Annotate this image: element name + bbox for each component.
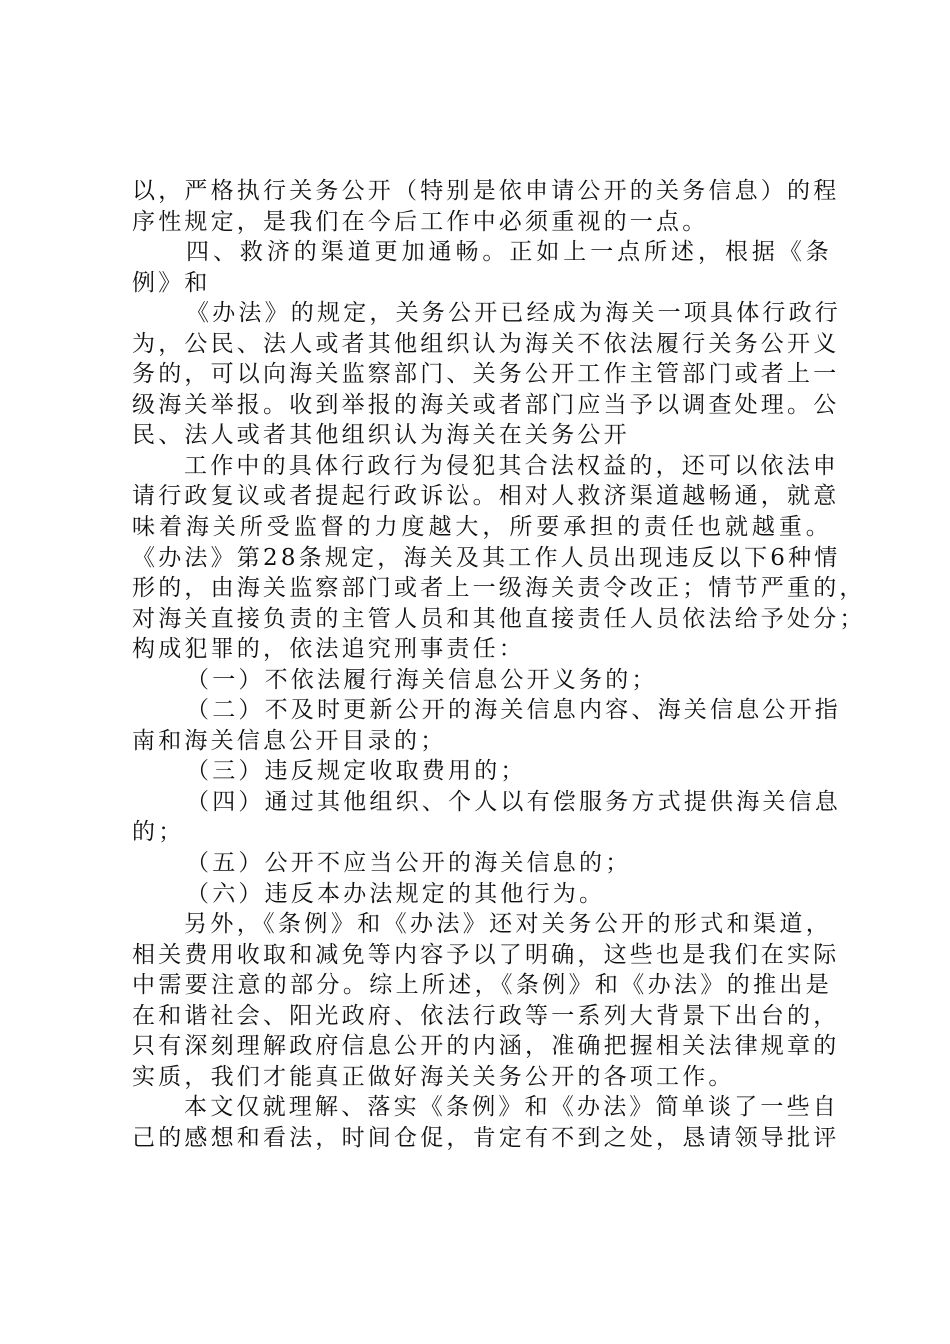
text-line: （一）不依法履行海关信息公开义务的； (186, 666, 658, 693)
text-line: 中需要注意的部分。综上所述，《条例》和《办法》的推出是 (132, 972, 832, 999)
text-line: 相关费用收取和减免等内容予以了明确，这些也是我们在实际 (132, 941, 840, 968)
text-line: 级海关举报。收到举报的海关或者部门应当予以调查处理。公 (132, 391, 840, 418)
text-line: 本文仅就理解、落实《条例》和《办法》简单谈了一些自 (184, 1094, 839, 1121)
text-line: 构成犯罪的，依法追究刑事责任： (132, 636, 525, 663)
text-line: 对海关直接负责的主管人员和其他直接责任人员依法给予处分； (132, 605, 866, 632)
text-line: 实质，我们才能真正做好海关关务公开的各项工作。 (132, 1063, 735, 1090)
text-line: （六）违反本办法规定的其他行为。 (186, 880, 606, 907)
text-line: （二）不及时更新公开的海关信息内容、海关信息公开指 (186, 697, 841, 724)
text-line: 在和谐社会、阳光政府、依法行政等一系列大背景下出台的， (132, 1002, 840, 1029)
text-line: 《办法》第28条规定，海关及其工作人员出现违反以下6种情 (132, 544, 841, 571)
text-line: （三）违反规定收取费用的； (186, 758, 527, 785)
document-body (132, 176, 866, 1154)
text-line: 以，严格执行关务公开（特别是依申请公开的关务信息）的程 (132, 178, 840, 204)
text-line: （四）通过其他组织、个人以有偿服务方式提供海关信息 (186, 788, 841, 815)
text-line: 例》和 (132, 269, 211, 296)
text-line: 序性规定，是我们在今后工作中必须重视的一点。 (132, 208, 709, 235)
text-line: 请行政复议或者提起行政诉讼。相对人救济渠道越畅通，就意 (132, 483, 840, 510)
text-line: 为，公民、法人或者其他组织认为海关不依法履行关务公开义 (132, 330, 840, 357)
text-line: 四、救济的渠道更加通畅。正如上一点所述，根据《条 (186, 239, 832, 266)
text-line: 形的，由海关监察部门或者上一级海关责令改正；情节严重的， (132, 575, 866, 602)
text-line: （五）公开不应当公开的海关信息的； (186, 850, 632, 877)
text-line: 只有深刻理解政府信息公开的内涵，准确把握相关法律规章的 (132, 1033, 840, 1060)
text-line: 民、法人或者其他组织认为海关在关务公开 (132, 422, 630, 449)
text-line: 己的感想和看法，时间仓促，肯定有不到之处，恳请领导批评 (132, 1124, 840, 1151)
text-line: 南和海关信息公开目录的； (132, 727, 447, 754)
text-line: 味着海关所受监督的力度越大，所要承担的责任也就越重。 (132, 514, 832, 541)
text-line: 《办法》的规定，关务公开已经成为海关一项具体行政行 (186, 300, 841, 327)
text-line: 工作中的具体行政行为侵犯其合法权益的，还可以依法申 (184, 452, 839, 479)
text-line: 的； (132, 819, 185, 846)
text-line: 务的，可以向海关监察部门、关务公开工作主管部门或者上一 (132, 361, 840, 388)
text-line: 另外，《条例》和《办法》还对关务公开的形式和渠道， (184, 911, 832, 938)
